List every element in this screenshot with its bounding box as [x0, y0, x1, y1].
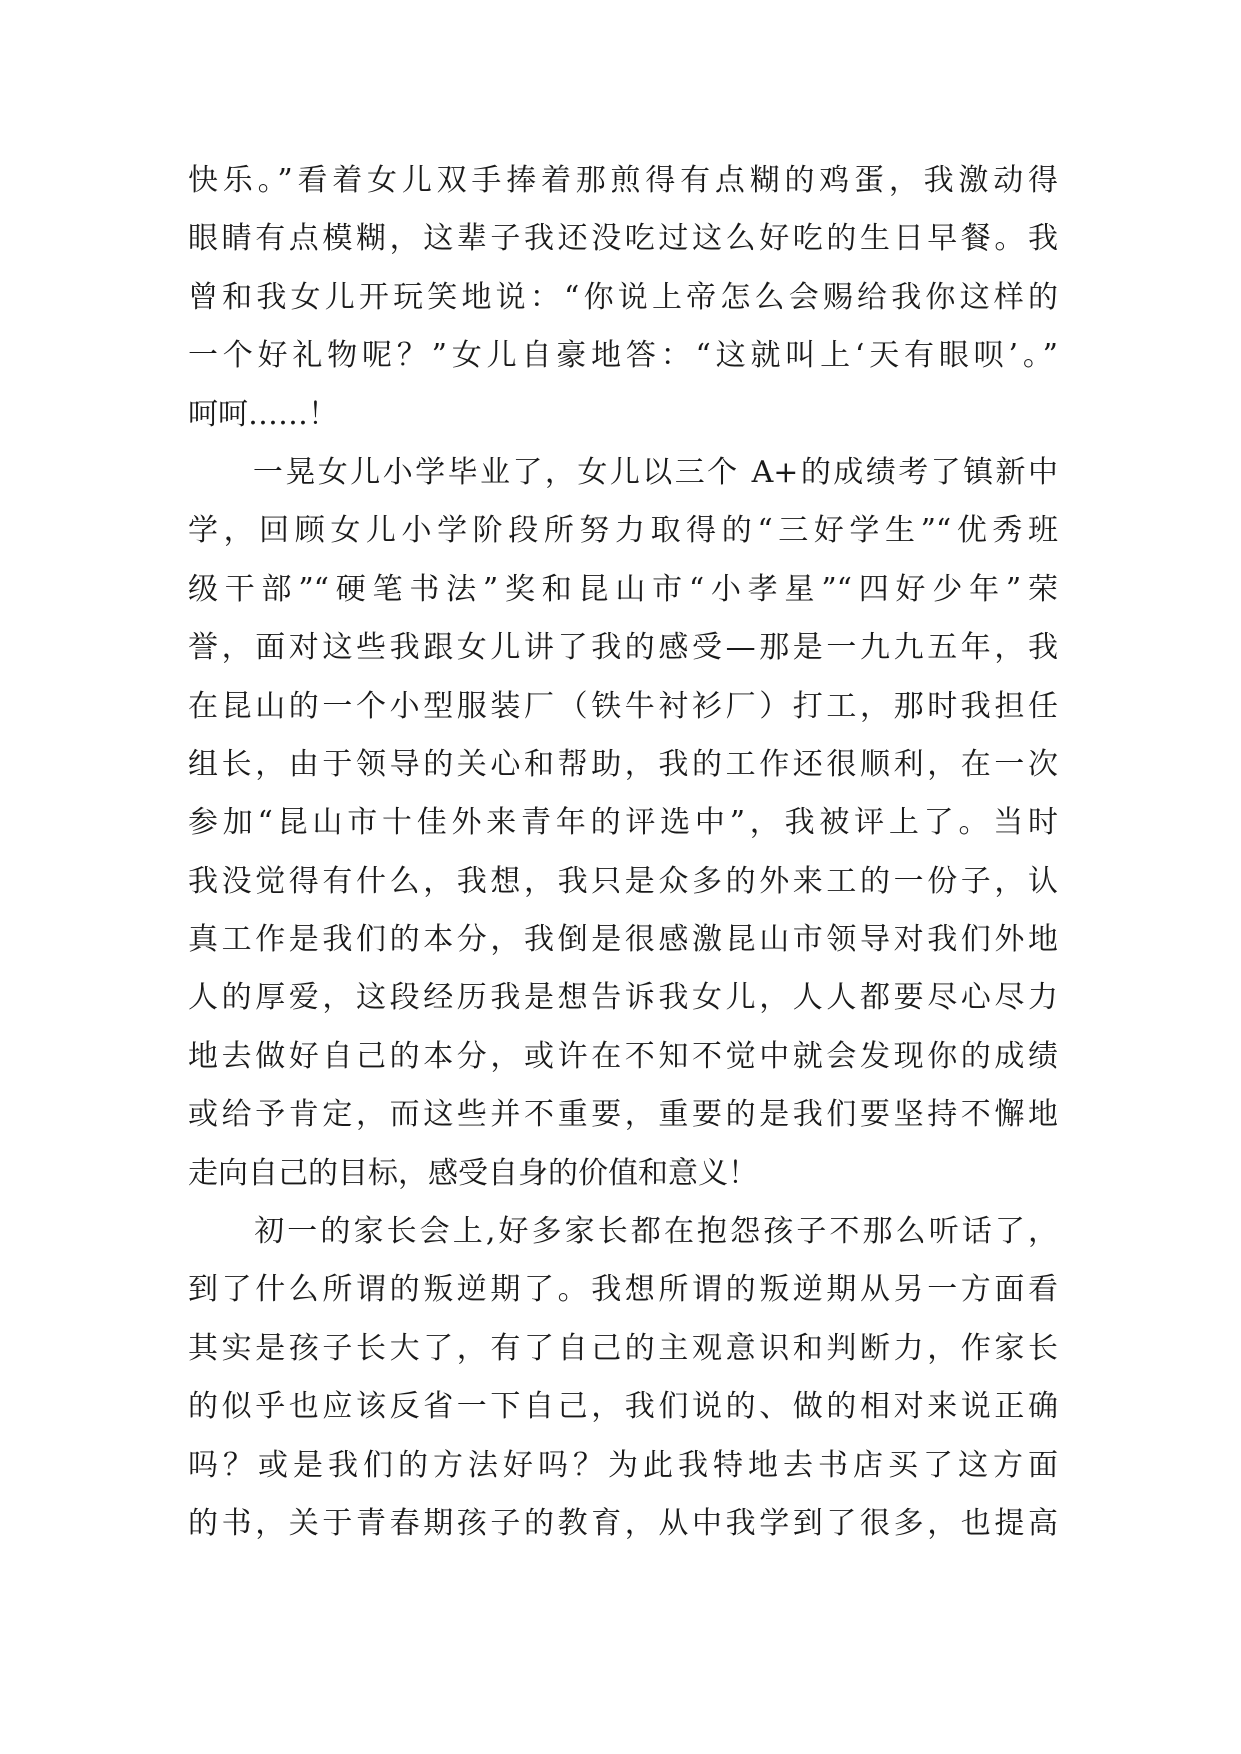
document-body — [188, 152, 1058, 1553]
text-line: 初一的家长会上,好多家长都在抱怨孩子不那么听话了， — [188, 1214, 1058, 1250]
text-line: 级干部”“硬笔书法”奖和昆山市“小孝星”“四好少年”荣 — [188, 571, 1058, 607]
text-line: 地去做好自己的本分，或许在不知不觉中就会发现你的成绩 — [188, 1038, 1058, 1074]
text-line: 呵呵……！ — [188, 396, 338, 432]
paragraph-1 — [188, 152, 1058, 444]
text-line: 的书，关于青春期孩子的教育，从中我学到了很多，也提高 — [188, 1505, 1058, 1541]
paragraph-3 — [188, 1203, 1058, 1553]
text-line: 真工作是我们的本分，我倒是很感激昆山市领导对我们外地 — [188, 922, 1058, 958]
text-line: 人的厚爱，这段经历我是想告诉我女儿，人人都要尽心尽力 — [188, 980, 1058, 1016]
text-line: 组长，由于领导的关心和帮助，我的工作还很顺利，在一次 — [188, 746, 1058, 782]
text-line: 一个好礼物呢？”女儿自豪地答：“这就叫上‘天有眼呗’。” — [188, 338, 1058, 374]
text-line: 学，回顾女儿小学阶段所努力取得的“三好学生”“优秀班 — [188, 513, 1058, 549]
text-line: 吗？或是我们的方法好吗？为此我特地去书店买了这方面 — [188, 1447, 1058, 1483]
text-line: 其实是孩子长大了，有了自己的主观意识和判断力，作家长 — [188, 1330, 1058, 1366]
text-line: 一晃女儿小学毕业了，女儿以三个 A+的成绩考了镇新中 — [188, 454, 1058, 490]
text-line: 我没觉得有什么，我想，我只是众多的外来工的一份子，认 — [188, 863, 1058, 899]
text-line: 走向自己的目标，感受自身的价值和意义！ — [188, 1155, 758, 1191]
paragraph-2 — [188, 444, 1058, 1203]
text-line: 誉，面对这些我跟女儿讲了我的感受—那是一九九五年，我 — [188, 630, 1058, 666]
text-line: 快乐。”看着女儿双手捧着那煎得有点糊的鸡蛋，我激动得 — [188, 163, 1058, 198]
text-line: 眼睛有点模糊，这辈子我还没吃过这么好吃的生日早餐。我 — [188, 221, 1058, 257]
text-line: 参加“昆山市十佳外来青年的评选中”，我被评上了。当时 — [188, 805, 1058, 841]
text-line: 曾和我女儿开玩笑地说：“你说上帝怎么会赐给我你这样的 — [188, 279, 1058, 315]
text-line: 的似乎也应该反省一下自己，我们说的、做的相对来说正确 — [188, 1389, 1058, 1425]
text-line: 或给予肯定，而这些并不重要，重要的是我们要坚持不懈地 — [188, 1097, 1058, 1133]
text-line: 在昆山的一个小型服装厂（铁牛衬衫厂）打工，那时我担任 — [188, 688, 1058, 724]
text-line: 到了什么所谓的叛逆期了。我想所谓的叛逆期从另一方面看 — [188, 1272, 1058, 1308]
